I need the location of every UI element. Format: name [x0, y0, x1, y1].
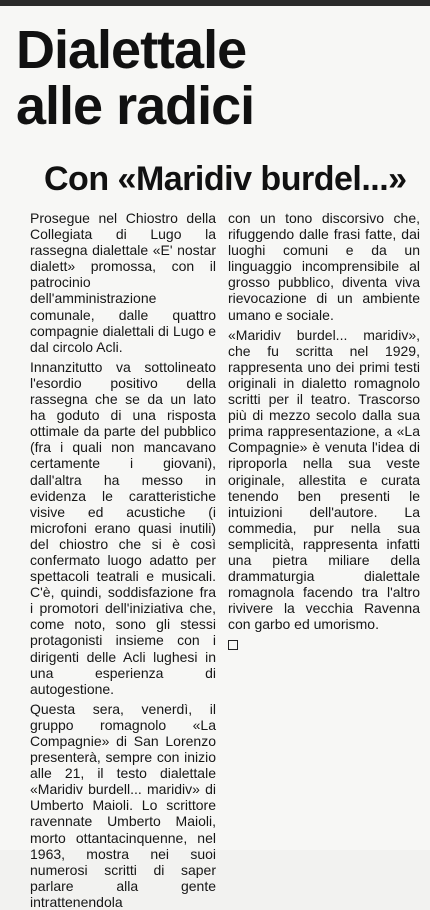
paragraph: Innanzitutto va sottolineato l'esordio positivo della rassegna che se da un lato ha goduto di una risposta ottimale da parte del pubblico (fra i quali non mancavano certamente i giovani), dall'altra ha messo in evidenza le caratteristiche visive ed acustiche (i microfoni erano quasi inutili) del chiostro che si è così confermato luogo adatto per spettacoli teatrali e musicali. C'è, quindi, soddisfazione fra i promotori dell'iniziativa che, come noto, sono gli stessi protagonisti insieme con i dirigenti delle Acli lughesi in una esperienza di autogestione.	[30, 358, 216, 697]
paragraph: «Maridiv burdel... maridiv», che fu scritta nel 1929, rappresenta uno dei primi testi originali in dialetto romagnolo scritti per il teatro. Trascorso più di mezzo secolo dalla sua prima rappresentazione, a «La Compagnie» è venuta l'idea di riproporla nella sua veste originale, allestita e curata tenendo ben presenti le intuizioni dell'autore. La commedia, pur nella sua semplicità, rappresenta infatti una pietra miliare della drammaturgia dialettale romagnola facendo tra l'altro rivivere la vecchia Ravenna con garbo ed umorismo.	[228, 326, 420, 633]
paragraph: Questa sera, venerdì, il gruppo romagnolo «La Compagnie» di San Lorenzo presenterà, sempre con inizio alle 21, il testo dialettale «Maridiv burdell... maridiv» di Umberto Maioli. Lo scrittore ravennate Umberto Maioli, morto ottantacinquenne, nel 1963, mostra nei suoi numerosi scritti di saper parlare alla gente intrattenendola	[30, 700, 216, 910]
paragraph: Prosegue nel Chiostro della Collegiata di Lugo la rassegna dialettale «E' nostar dialett» promossa, con il patrocinio dell'amministrazione comunale, dalle quattro compagnie dialettali di Lugo e dal circolo Acli.	[30, 210, 216, 355]
end-mark-icon	[228, 640, 238, 650]
headline-line-2: alle radici	[16, 76, 255, 136]
top-rule	[0, 0, 430, 6]
headline	[16, 22, 346, 134]
subheadline: Con «Maridiv burdel...»	[44, 160, 407, 198]
headline-line-1: Dialettale	[16, 20, 247, 80]
left-column	[30, 210, 216, 910]
right-column	[228, 210, 420, 633]
paragraph: con un tono discorsivo che, rifuggendo dalle frasi fatte, dai luoghi comuni e da un linguaggio incomprensibile al grosso pubblico, diventa viva rievocazione di un ambiente umano e sociale.	[228, 210, 420, 323]
